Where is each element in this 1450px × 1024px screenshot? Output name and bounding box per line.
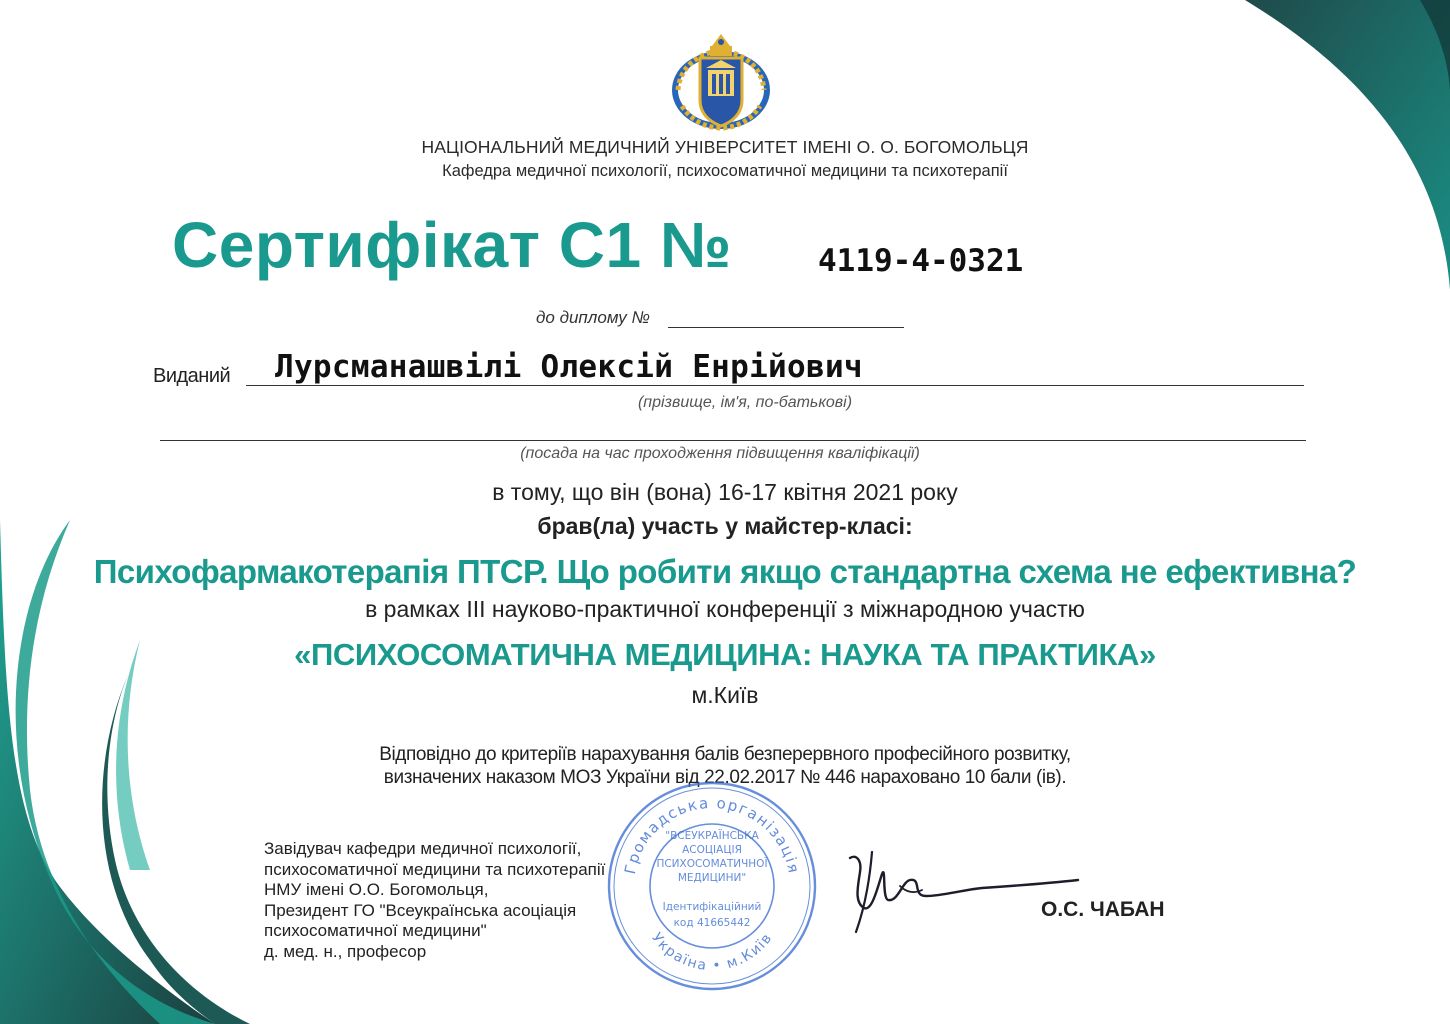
issued-label: Виданий (153, 365, 231, 387)
diploma-label: до диплому № (536, 308, 650, 327)
stamp-inner-line: ПСИХОСОМАТИЧНОЇ (656, 858, 768, 870)
svg-text:Україна • м.Київ (648, 930, 776, 974)
date-line: в тому, що він (вона) 16-17 квітня 2021 року (492, 479, 958, 505)
certificate-number: 4119-4-0321 (818, 243, 1024, 279)
participation-line: брав(ла) участь у майстер-класі: (537, 513, 913, 539)
signatory-line: Завідувач кафедри медичної психології, (264, 839, 582, 858)
name-caption: (прізвище, ім'я, по-батькові) (637, 394, 853, 411)
signatory-line: д. мед. н., професор (264, 941, 427, 961)
stamp-inner-line: "ВСЕУКРАЇНСЬКА (665, 830, 759, 842)
stamp-id-label: Ідентифікаційний (662, 901, 762, 913)
recipient-name: Лурсманашвілі Олексій Енрійович (275, 349, 863, 385)
diploma-number-line (668, 327, 904, 328)
signatory-line: НМУ імені О.О. Богомольця, (264, 880, 489, 899)
organization-stamp (604, 778, 820, 994)
city: м.Київ (691, 682, 759, 708)
position-underline (160, 440, 1306, 441)
stamp-inner-line: АСОЦІАЦІЯ (682, 844, 742, 856)
signatory-line: Президент ГО "Всеукраїнська асоціація (264, 900, 577, 920)
criteria-line-2: визначених наказом МОЗ України від 22.02.2017 № 446 нараховано 10 бали (ів). (383, 767, 1067, 788)
position-caption: (посада на час проходження підвищення кваліфікації) (520, 445, 920, 462)
stamp-outer-top: Громадська організація (620, 793, 804, 876)
signatory-line: психосоматичної медицини та психотерапії (264, 859, 606, 879)
stamp-outer-bottom: Україна • м.Київ (648, 929, 776, 975)
signatory-block (264, 839, 605, 962)
name-underline (246, 385, 1304, 386)
signatory-line: психосоматичної медицини" (264, 921, 487, 940)
masterclass-topic: Психофармакотерапія ПТСР. Що робити якщо стандартна схема не ефективна? (93, 553, 1357, 590)
signer-name: О.С. ЧАБАН (1041, 898, 1165, 921)
stamp-inner-line: МЕДИЦИНИ" (677, 872, 747, 884)
university-crest-icon (668, 28, 774, 132)
criteria-line-1: Відповідно до критеріїв нарахування балів безперервного професійного розвитку, (379, 744, 1071, 765)
department-name: Кафедра медичної психології, психосоматичної медицини та психотерапії (442, 162, 1008, 180)
certificate-title: Сертифікат С1 № (172, 209, 732, 281)
conference-line: в рамках ІІІ науково-практичної конференції з міжнародною участю (365, 596, 1085, 622)
handwritten-signature (842, 846, 1082, 936)
university-name: НАЦІОНАЛЬНИЙ МЕДИЧНИЙ УНІВЕРСИТЕТ ІМЕНІ О. О. БОГОМОЛЬЦЯ (421, 137, 1029, 157)
stamp-id-code: код 41665442 (673, 917, 751, 929)
conference-name: «ПСИХОСОМАТИЧНА МЕДИЦИНА: НАУКА ТА ПРАКТИКА» (294, 637, 1156, 672)
